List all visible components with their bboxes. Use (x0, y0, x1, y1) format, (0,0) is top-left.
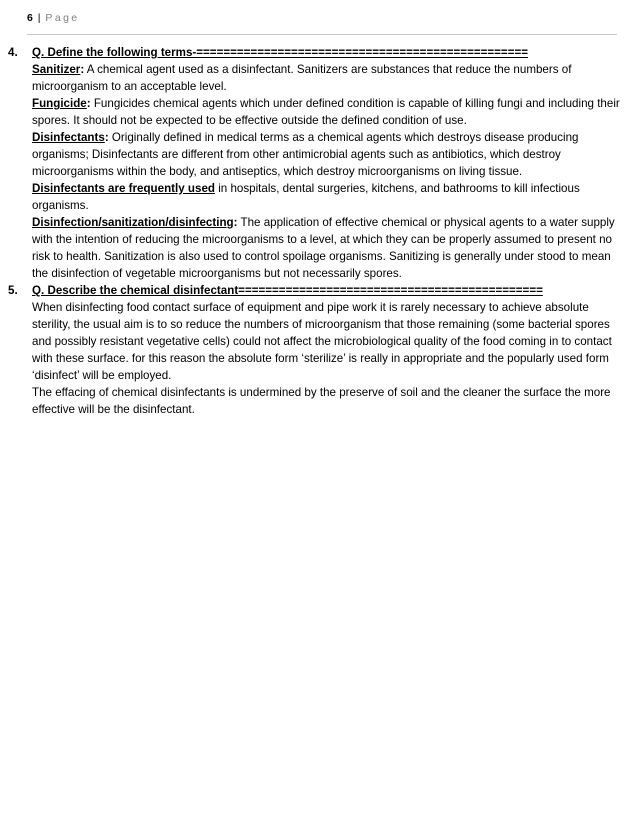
definition-usage (32, 180, 620, 214)
definition-fungicide: Fungicide: Fungicides chemical agents which under defined condition is capable of killing fungi and including their spores. It should not be expected to be effective outside the defined condition of use. (32, 97, 620, 127)
definition-sanitizer: Sanitizer: A chemical agent used as a disinfectant. Sanitizers are substances that reduce the numbers of microorganism to an acceptable level. (32, 63, 572, 93)
definition-text: in hospitals, dental surgeries, kitchens, and bathrooms to kill infectious organisms. (32, 182, 580, 212)
question-item-5 (8, 282, 620, 418)
definition-text: A chemical agent used as a disinfectant. Sanitizers are substances that reduce the numbers of microorganism to an acceptable level. (32, 63, 572, 93)
definition-text: The application of effective chemical or physical agents to a water supply with the intention of reducing the microorganisms to a level, at which they can be properly assumed to present no risk to health. Sanitization is also used to control spoilage organisms. Sanitizing is generally under stood to mean the disinfection of vegetable microorganisms but not necessarily spores. (32, 216, 615, 280)
term-label: Disinfection/sanitization/disinfecting (32, 216, 234, 229)
header-separator: | (37, 12, 41, 24)
question-item-4 (8, 44, 620, 282)
term-label: Sanitizer (32, 63, 81, 76)
paragraph: When disinfecting food contact surface of equipment and pipe work it is rarely necessary to achieve absolute sterility, the usual aim is to so reduce the numbers of microorganism that those remaining (some bacterial spores and possibly resistant vegetative cells) could not affect the microbiological quality of the food coming in to contact with these surface. for this reason the absolute form ‘sterilize’ is really in appropriate and the popularly used form ‘disinfect’ will be employed. (32, 301, 612, 382)
definition-disinfectants: Disinfectants: Originally defined in medical terms as a chemical agents which destroys disease producing organisms; Disinfectants are different from other antimicrobial agents such as antibiotics, which destroy microorganisms within the body, and antiseptics, which destroy microorganisms on living tissue. (32, 131, 579, 178)
page-header (27, 12, 617, 35)
definition-disinfection: Disinfection/sanitization/disinfecting: The application of effective chemical or physical agents to a water supply with the intention of reducing the microorganisms to a level, at which they can be properly assumed to present no risk to health. Sanitization is also used to control spoilage organisms. Sanitizing is generally under stood to mean the disinfection of vegetable microorganisms but not necessarily spores. (32, 216, 615, 280)
question-heading: Q. Define the following terms-================================================= (32, 46, 529, 59)
page-label: Page (45, 12, 80, 24)
page-number: 6 (27, 12, 33, 24)
definition-text: Originally defined in medical terms as a chemical agents which destroys disease producing organisms; Disinfectants are different from other antimicrobial agents such as antibiotics, which destroy microorganisms within the body, and antiseptics, which destroy microorganisms on living tissue. (32, 131, 579, 178)
question-heading: Q. Describe the chemical disinfectant============================================= (32, 284, 543, 297)
term-label: Disinfectants (32, 131, 105, 144)
item-body (32, 44, 620, 282)
term-label: Fungicide (32, 97, 87, 110)
item-body (32, 282, 620, 418)
item-number: 4. (8, 46, 18, 59)
paragraph: The effacing of chemical disinfectants is undermined by the preserve of soil and the cleaner the surface the more effective will be the disinfectant. (32, 386, 611, 416)
term-label: Disinfectants are frequently used (32, 182, 215, 195)
item-number: 5. (8, 284, 18, 297)
definition-text: Fungicides chemical agents which under defined condition is capable of killing fungi and including their spores. It should not be expected to be effective outside the defined condition of use. (32, 97, 620, 127)
document-body (8, 44, 620, 418)
